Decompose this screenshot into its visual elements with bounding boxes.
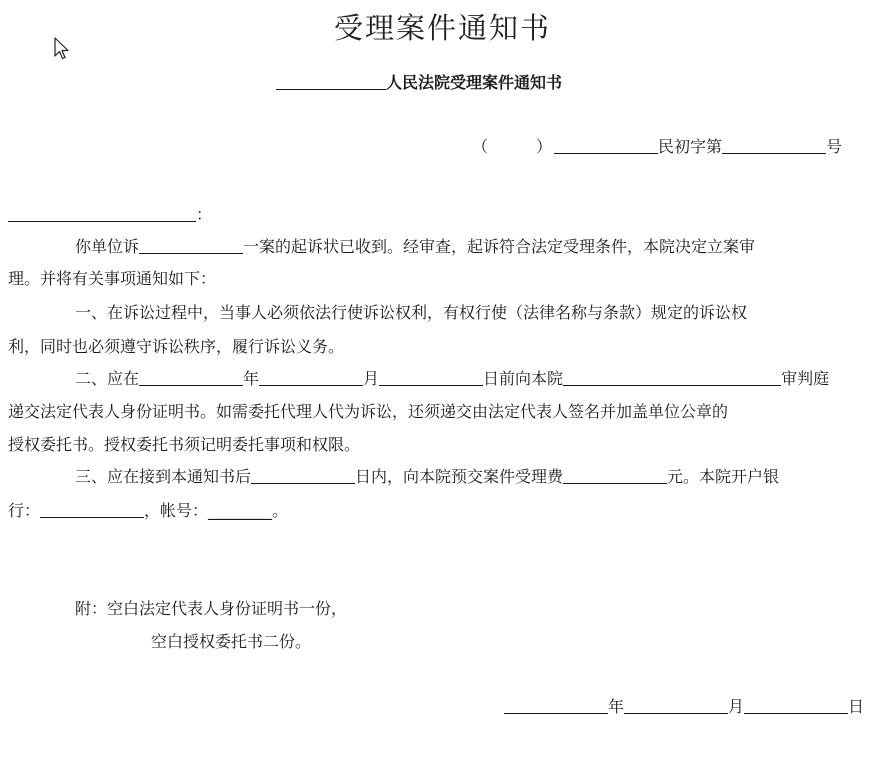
bank-name-blank [40,501,144,518]
item2-tribunal-label: 审判庭 [781,369,830,388]
item2-day-label: 日前向本院 [483,369,564,388]
account-label: ，帐号： [144,501,209,520]
account-number-blank: ________ [208,501,273,520]
case-year-blank [554,137,658,154]
deadline-year-blank [139,369,243,386]
case-number-line [472,137,842,157]
item2-line1 [75,369,829,389]
fee-amount-blank [563,467,667,484]
subtitle-text: 人民法院受理案件通知书 [386,73,563,92]
date-day-blank [744,697,848,714]
item2-line3: 授权委托书。授权委托书须记明委托事项和权限。 [8,435,361,454]
item3-prefix: 三、应在接到本通知书后 [75,467,252,486]
issue-date-line [504,697,864,717]
item2-prefix: 二、应在 [75,369,140,388]
item1-line2: 利，同时也必须遵守诉讼秩序，履行诉讼义务。 [8,337,345,356]
attachment-line1: 附：空白法定代表人身份证明书一份， [75,599,348,618]
deadline-month-blank [259,369,363,386]
item3-line2 [8,501,288,521]
item2-line2: 递交法定代表人身份证明书。如需委托代理人代为诉讼，还须递交由法定代表人签名并加盖单位公章的 [8,402,729,421]
addressee-blank [8,205,196,222]
item2-month-label: 月 [363,369,380,388]
case-number-suffix: 号 [826,137,843,156]
item3-line1 [75,467,779,487]
tribunal-blank [563,369,781,386]
date-year-blank [504,697,608,714]
item3-period: 。 [272,501,289,520]
item1-line1: 一、在诉讼过程中，当事人必须依法行使诉讼权利，有权行使（法律名称与条款）规定的诉讼权 [75,303,748,322]
attachment-line2: 空白授权委托书二份。 [151,632,312,651]
case-paren-close: ） [536,137,553,156]
date-year-label: 年 [608,697,625,716]
item2-year-label: 年 [243,369,260,388]
bank-label: 行： [8,501,41,520]
para1-middle: 一案的起诉状已收到。经审查，起诉符合法定受理条件，本院决定立案审 [243,237,756,256]
document-subtitle [276,70,562,93]
item3-yuan-label: 元。本院开户银 [667,467,780,486]
para1-prefix: 你单位诉 [75,237,140,256]
item3-days-label: 日内，向本院预交案件受理费 [355,467,564,486]
court-name-blank [276,73,386,90]
days-blank [251,467,355,484]
case-paren-open: （ [472,137,489,156]
para1-line1 [75,237,755,257]
addressee-colon: ： [196,205,213,224]
case-civil-first-label: 民初字第 [658,137,723,156]
date-month-label: 月 [728,697,745,716]
addressee-line [8,205,212,225]
plaintiff-case-blank [139,237,243,254]
para1-line2: 理。并将有关事项通知如下： [8,269,217,288]
document-title: 受理案件通知书 [333,11,551,45]
deadline-day-blank [379,369,483,386]
date-day-label: 日 [848,697,865,716]
case-number-blank [722,137,826,154]
date-month-blank [624,697,728,714]
